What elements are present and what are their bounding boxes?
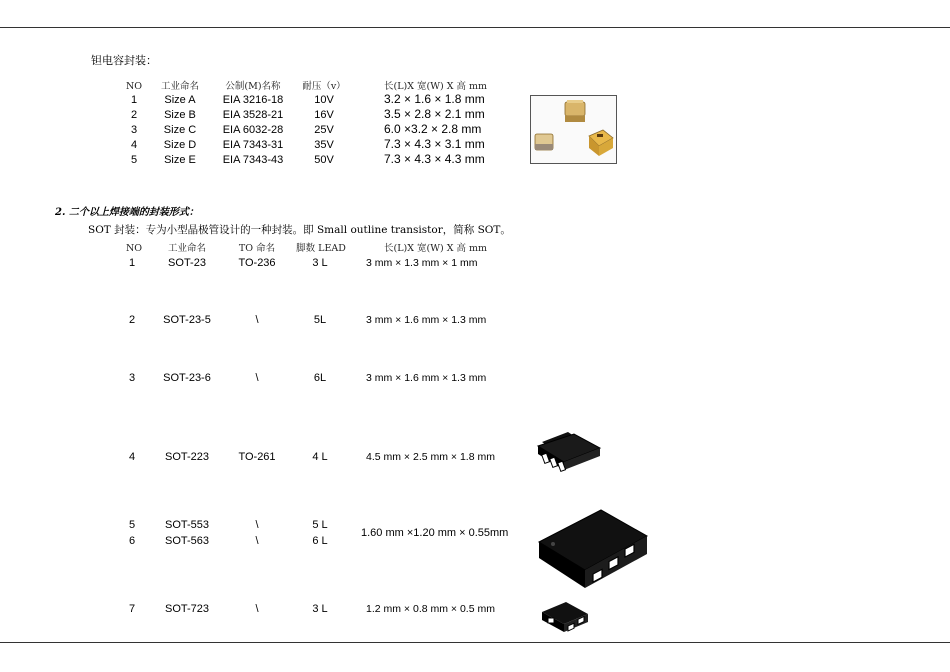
tantalum-header-metric: 公制(M)名称 — [225, 81, 281, 92]
sot-dims: 3 mm × 1.3 mm × 1 mm — [366, 257, 478, 269]
tantalum-metric: EIA 7343-43 — [222, 154, 284, 166]
tantalum-header-name: 工业命名 — [160, 81, 199, 92]
sot-723-package-image — [538, 598, 592, 638]
sot-to-name: \ — [255, 372, 259, 384]
tantalum-title: 钽电容封装： — [91, 54, 157, 67]
sot-dims: 4.5 mm × 2.5 mm × 1.8 mm — [366, 451, 495, 463]
sot-lead: 5 L — [312, 519, 328, 531]
sot-dims: 3 mm × 1.6 mm × 1.3 mm — [366, 372, 487, 384]
bottom-rule — [0, 642, 950, 643]
sot-header-lead: 脚数 LEAD — [296, 243, 346, 254]
top-rule — [0, 27, 950, 28]
tantalum-dims: 6.0 ×3.2 × 2.8 mm — [384, 122, 482, 136]
tantalum-metric: EIA 3528-21 — [222, 109, 284, 121]
sot-to-name: \ — [255, 535, 259, 547]
capacitor-chip-icon — [589, 130, 613, 156]
sot-223-package-image — [530, 428, 610, 478]
sot-no: 3 — [128, 372, 136, 384]
sot-dims: 3 mm × 1.6 mm × 1.3 mm — [366, 314, 487, 326]
sot-name: SOT-23-6 — [163, 372, 211, 384]
sot-no: 4 — [128, 451, 136, 463]
sot-553-563-package-image — [533, 504, 651, 594]
sot-name: SOT-23 — [168, 257, 206, 269]
tantalum-header-no: NO — [125, 81, 143, 92]
sot-shared-dims-5-6: 1.60 mm ×1.20 mm × 0.55mm — [361, 527, 509, 539]
tantalum-dims: 3.5 × 2.8 × 2.1 mm — [384, 107, 485, 121]
tantalum-volt: 35V — [314, 139, 334, 151]
sot-no: 2 — [128, 314, 136, 326]
sot-to-name: \ — [255, 519, 259, 531]
tantalum-metric: EIA 7343-31 — [222, 139, 284, 151]
tantalum-no: 3 — [130, 124, 138, 136]
tantalum-no: 5 — [130, 154, 138, 166]
tantalum-dims: 3.2 × 1.6 × 1.8 mm — [384, 92, 485, 106]
tantalum-no: 2 — [130, 109, 138, 121]
tantalum-name: Size E — [164, 154, 196, 166]
tantalum-name: Size C — [163, 124, 197, 136]
tantalum-dims: 7.3 × 4.3 × 3.1 mm — [384, 137, 485, 151]
sot-name: SOT-563 — [164, 535, 210, 547]
sot-lead: 6L — [313, 372, 327, 384]
sot-name: SOT-223 — [164, 451, 210, 463]
sot-header-to: TO 命名 — [238, 243, 276, 254]
tantalum-metric: EIA 6032-28 — [222, 124, 284, 136]
sot-name: SOT-723 — [164, 603, 210, 615]
sot-to-name: TO-261 — [238, 451, 276, 463]
tantalum-name: Size B — [164, 109, 196, 121]
sot-to-name: \ — [255, 314, 259, 326]
sot-lead: 3 L — [312, 257, 328, 269]
sot-header-no: NO — [125, 243, 143, 254]
capacitor-chip-icon — [535, 134, 553, 150]
capacitor-chip-icon — [565, 100, 585, 122]
sot-lead: 3 L — [312, 603, 328, 615]
tantalum-header-dims: 长(L)X 宽(W) X 高 mm — [384, 81, 488, 92]
tantalum-volt: 50V — [314, 154, 334, 166]
sot-lead: 4 L — [312, 451, 328, 463]
tantalum-header-volt: 耐压（v） — [302, 81, 346, 92]
sot-dims: 1.2 mm × 0.8 mm × 0.5 mm — [366, 603, 495, 615]
tantalum-dims: 7.3 × 4.3 × 4.3 mm — [384, 152, 485, 166]
sot-name: SOT-23-5 — [163, 314, 211, 326]
section-2-heading: 2. 二个以上焊接端的封装形式： — [55, 207, 199, 218]
sot-to-name: \ — [255, 603, 259, 615]
sot-name: SOT-553 — [164, 519, 210, 531]
tantalum-volt: 10V — [314, 94, 334, 106]
tantalum-capacitor-photo — [530, 95, 617, 164]
sot-lead: 6 L — [312, 535, 328, 547]
tantalum-volt: 25V — [314, 124, 334, 136]
tantalum-name: Size A — [164, 94, 196, 106]
tantalum-volt: 16V — [314, 109, 334, 121]
sot-no: 5 — [128, 519, 136, 531]
sot-no: 1 — [128, 257, 136, 269]
sot-no: 6 — [128, 535, 136, 547]
sot-header-name: 工业命名 — [167, 243, 206, 254]
tantalum-no: 4 — [130, 139, 138, 151]
tantalum-no: 1 — [130, 94, 138, 106]
tantalum-name: Size D — [163, 139, 197, 151]
sot-lead: 5L — [313, 314, 327, 326]
tantalum-metric: EIA 3216-18 — [222, 94, 284, 106]
sot-intro: SOT 封装：专为小型晶极管设计的一种封装。即 Small outline transistor，简称 SOT。 — [88, 224, 511, 236]
sot-no: 7 — [128, 603, 136, 615]
sot-to-name: TO-236 — [238, 257, 276, 269]
sot-header-dims: 长(L)X 宽(W) X 高 mm — [384, 243, 488, 254]
